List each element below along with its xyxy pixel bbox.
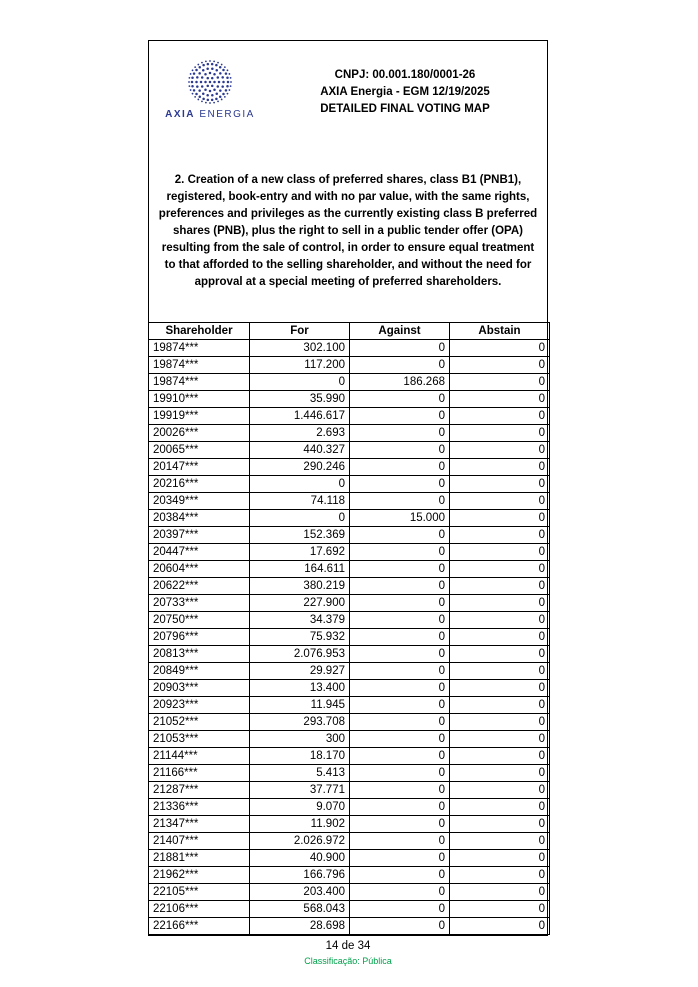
for-cell: 0 xyxy=(250,510,350,527)
shareholder-cell: 20397*** xyxy=(149,527,250,544)
against-cell: 0 xyxy=(350,680,450,697)
abstain-cell: 0 xyxy=(450,680,550,697)
shareholder-cell: 21347*** xyxy=(149,816,250,833)
against-cell: 0 xyxy=(350,493,450,510)
header-for: For xyxy=(250,323,350,340)
for-cell: 75.932 xyxy=(250,629,350,646)
shareholder-cell: 20216*** xyxy=(149,476,250,493)
abstain-cell: 0 xyxy=(450,663,550,680)
table-row xyxy=(149,374,550,391)
table-row xyxy=(149,663,550,680)
against-cell: 0 xyxy=(350,646,450,663)
voting-table-header xyxy=(149,323,550,340)
against-cell: 0 xyxy=(350,663,450,680)
abstain-cell: 0 xyxy=(450,697,550,714)
axia-logo-text xyxy=(165,109,255,120)
for-cell: 290.246 xyxy=(250,459,350,476)
against-cell: 15.000 xyxy=(350,510,450,527)
against-cell: 0 xyxy=(350,765,450,782)
table-row xyxy=(149,714,550,731)
for-cell: 117.200 xyxy=(250,357,350,374)
shareholder-cell: 19874*** xyxy=(149,374,250,391)
header-against: Against xyxy=(350,323,450,340)
shareholder-cell: 20733*** xyxy=(149,595,250,612)
against-cell: 0 xyxy=(350,714,450,731)
table-row xyxy=(149,442,550,459)
against-cell: 0 xyxy=(350,527,450,544)
shareholder-cell: 19910*** xyxy=(149,391,250,408)
for-cell: 9.070 xyxy=(250,799,350,816)
header-shareholder: Shareholder xyxy=(149,323,250,340)
shareholder-cell: 21962*** xyxy=(149,867,250,884)
axia-logo xyxy=(149,57,271,120)
abstain-cell: 0 xyxy=(450,646,550,663)
against-cell: 0 xyxy=(350,748,450,765)
abstain-cell: 0 xyxy=(450,578,550,595)
against-cell: 0 xyxy=(350,425,450,442)
shareholder-cell: 21336*** xyxy=(149,799,250,816)
for-cell: 568.043 xyxy=(250,901,350,918)
against-cell: 0 xyxy=(350,867,450,884)
against-cell: 0 xyxy=(350,816,450,833)
against-cell: 0 xyxy=(350,782,450,799)
abstain-cell: 0 xyxy=(450,527,550,544)
shareholder-cell: 20796*** xyxy=(149,629,250,646)
abstain-cell: 0 xyxy=(450,867,550,884)
header-meeting-line: AXIA Energia - EGM 12/19/2025 xyxy=(320,86,490,98)
shareholder-cell: 21144*** xyxy=(149,748,250,765)
abstain-cell: 0 xyxy=(450,408,550,425)
against-cell: 0 xyxy=(350,357,450,374)
table-row xyxy=(149,867,550,884)
abstain-cell: 0 xyxy=(450,493,550,510)
abstain-cell: 0 xyxy=(450,595,550,612)
for-cell: 5.413 xyxy=(250,765,350,782)
shareholder-cell: 20903*** xyxy=(149,680,250,697)
table-row xyxy=(149,357,550,374)
table-row xyxy=(149,680,550,697)
shareholder-cell: 20447*** xyxy=(149,544,250,561)
for-cell: 35.990 xyxy=(250,391,350,408)
table-row xyxy=(149,731,550,748)
table-row xyxy=(149,476,550,493)
abstain-cell: 0 xyxy=(450,629,550,646)
table-row xyxy=(149,425,550,442)
against-cell: 0 xyxy=(350,340,450,357)
document-header xyxy=(149,41,547,120)
for-cell: 0 xyxy=(250,476,350,493)
for-cell: 1.446.617 xyxy=(250,408,350,425)
table-row xyxy=(149,748,550,765)
table-row xyxy=(149,391,550,408)
table-row xyxy=(149,493,550,510)
for-cell: 227.900 xyxy=(250,595,350,612)
abstain-cell: 0 xyxy=(450,612,550,629)
table-row xyxy=(149,765,550,782)
shareholder-cell: 22166*** xyxy=(149,918,250,935)
for-cell: 28.698 xyxy=(250,918,350,935)
table-row xyxy=(149,612,550,629)
shareholder-cell: 20604*** xyxy=(149,561,250,578)
table-row xyxy=(149,459,550,476)
table-row xyxy=(149,918,550,935)
shareholder-cell: 20384*** xyxy=(149,510,250,527)
abstain-cell: 0 xyxy=(450,391,550,408)
proposal-paragraph: 2. Creation of a new class of preferred shares, class B1 (PNB1), registered, book-entry and with no par value, with the same rights, preferences and privileges as the currently existing class B preferred shares (PNB), plus the right to sell in a public tender offer (OPA) resulting from the sale of control, in order to ensure equal treatment to that afforded to the selling shareholder, and without the need for approval at a special meeting of preferred shareholders. xyxy=(158,174,538,288)
voting-table xyxy=(148,322,550,935)
table-row xyxy=(149,510,550,527)
abstain-cell: 0 xyxy=(450,340,550,357)
abstain-cell: 0 xyxy=(450,459,550,476)
against-cell: 0 xyxy=(350,442,450,459)
for-cell: 13.400 xyxy=(250,680,350,697)
table-row xyxy=(149,884,550,901)
header-title-block xyxy=(271,57,547,118)
against-cell: 0 xyxy=(350,408,450,425)
abstain-cell: 0 xyxy=(450,476,550,493)
shareholder-cell: 21881*** xyxy=(149,850,250,867)
shareholder-cell: 20622*** xyxy=(149,578,250,595)
abstain-cell: 0 xyxy=(450,833,550,850)
against-cell: 0 xyxy=(350,544,450,561)
shareholder-cell: 22105*** xyxy=(149,884,250,901)
against-cell: 0 xyxy=(350,476,450,493)
shareholder-cell: 21052*** xyxy=(149,714,250,731)
abstain-cell: 0 xyxy=(450,782,550,799)
shareholder-cell: 22106*** xyxy=(149,901,250,918)
abstain-cell: 0 xyxy=(450,748,550,765)
for-cell: 11.902 xyxy=(250,816,350,833)
header-map-title-line: DETAILED FINAL VOTING MAP xyxy=(320,103,490,115)
table-header-row xyxy=(149,323,550,340)
shareholder-cell: 21407*** xyxy=(149,833,250,850)
axia-logo-icon xyxy=(187,59,233,105)
table-row xyxy=(149,646,550,663)
against-cell: 0 xyxy=(350,629,450,646)
shareholder-cell: 21053*** xyxy=(149,731,250,748)
table-row xyxy=(149,697,550,714)
for-cell: 17.692 xyxy=(250,544,350,561)
table-row xyxy=(149,799,550,816)
shareholder-cell: 21166*** xyxy=(149,765,250,782)
against-cell: 0 xyxy=(350,799,450,816)
page-indicator: 14 de 34 xyxy=(325,940,371,952)
table-row xyxy=(149,816,550,833)
abstain-cell: 0 xyxy=(450,425,550,442)
abstain-cell: 0 xyxy=(450,918,550,935)
for-cell: 300 xyxy=(250,731,350,748)
shareholder-cell: 20923*** xyxy=(149,697,250,714)
abstain-cell: 0 xyxy=(450,714,550,731)
for-cell: 302.100 xyxy=(250,340,350,357)
abstain-cell: 0 xyxy=(450,765,550,782)
for-cell: 29.927 xyxy=(250,663,350,680)
abstain-cell: 0 xyxy=(450,799,550,816)
table-row xyxy=(149,408,550,425)
for-cell: 152.369 xyxy=(250,527,350,544)
against-cell: 0 xyxy=(350,918,450,935)
for-cell: 380.219 xyxy=(250,578,350,595)
abstain-cell: 0 xyxy=(450,442,550,459)
shareholder-cell: 19919*** xyxy=(149,408,250,425)
table-row xyxy=(149,901,550,918)
shareholder-cell: 20750*** xyxy=(149,612,250,629)
shareholder-cell: 20813*** xyxy=(149,646,250,663)
against-cell: 186.268 xyxy=(350,374,450,391)
shareholder-cell: 21287*** xyxy=(149,782,250,799)
shareholder-cell: 20026*** xyxy=(149,425,250,442)
for-cell: 440.327 xyxy=(250,442,350,459)
against-cell: 0 xyxy=(350,561,450,578)
table-row xyxy=(149,561,550,578)
against-cell: 0 xyxy=(350,459,450,476)
header-cnpj-line: CNPJ: 00.001.180/0001-26 xyxy=(334,69,476,81)
table-row xyxy=(149,595,550,612)
shareholder-cell: 20065*** xyxy=(149,442,250,459)
content-border-box xyxy=(148,40,548,936)
for-cell: 2.076.953 xyxy=(250,646,350,663)
shareholder-cell: 20849*** xyxy=(149,663,250,680)
against-cell: 0 xyxy=(350,884,450,901)
abstain-cell: 0 xyxy=(450,884,550,901)
table-row xyxy=(149,850,550,867)
voting-table-body xyxy=(149,340,550,935)
against-cell: 0 xyxy=(350,595,450,612)
for-cell: 164.611 xyxy=(250,561,350,578)
for-cell: 2.026.972 xyxy=(250,833,350,850)
shareholder-cell: 19874*** xyxy=(149,357,250,374)
classification-label: Classificação: Pública xyxy=(304,956,392,966)
for-cell: 166.796 xyxy=(250,867,350,884)
abstain-cell: 0 xyxy=(450,816,550,833)
against-cell: 0 xyxy=(350,578,450,595)
table-row xyxy=(149,340,550,357)
shareholder-cell: 20147*** xyxy=(149,459,250,476)
for-cell: 203.400 xyxy=(250,884,350,901)
for-cell: 11.945 xyxy=(250,697,350,714)
against-cell: 0 xyxy=(350,901,450,918)
axia-logo-text-first: AXIA xyxy=(165,109,196,120)
for-cell: 18.170 xyxy=(250,748,350,765)
for-cell: 293.708 xyxy=(250,714,350,731)
against-cell: 0 xyxy=(350,833,450,850)
against-cell: 0 xyxy=(350,612,450,629)
abstain-cell: 0 xyxy=(450,731,550,748)
abstain-cell: 0 xyxy=(450,510,550,527)
for-cell: 37.771 xyxy=(250,782,350,799)
abstain-cell: 0 xyxy=(450,561,550,578)
for-cell: 74.118 xyxy=(250,493,350,510)
for-cell: 40.900 xyxy=(250,850,350,867)
against-cell: 0 xyxy=(350,697,450,714)
abstain-cell: 0 xyxy=(450,357,550,374)
abstain-cell: 0 xyxy=(450,374,550,391)
axia-logo-text-second: ENERGIA xyxy=(199,109,255,120)
table-row xyxy=(149,544,550,561)
table-row xyxy=(149,578,550,595)
abstain-cell: 0 xyxy=(450,544,550,561)
abstain-cell: 0 xyxy=(450,901,550,918)
for-cell: 2.693 xyxy=(250,425,350,442)
table-row xyxy=(149,527,550,544)
for-cell: 34.379 xyxy=(250,612,350,629)
table-row xyxy=(149,629,550,646)
table-row xyxy=(149,782,550,799)
shareholder-cell: 20349*** xyxy=(149,493,250,510)
shareholder-cell: 19874*** xyxy=(149,340,250,357)
against-cell: 0 xyxy=(350,391,450,408)
header-abstain: Abstain xyxy=(450,323,550,340)
abstain-cell: 0 xyxy=(450,850,550,867)
against-cell: 0 xyxy=(350,850,450,867)
against-cell: 0 xyxy=(350,731,450,748)
table-row xyxy=(149,833,550,850)
for-cell: 0 xyxy=(250,374,350,391)
